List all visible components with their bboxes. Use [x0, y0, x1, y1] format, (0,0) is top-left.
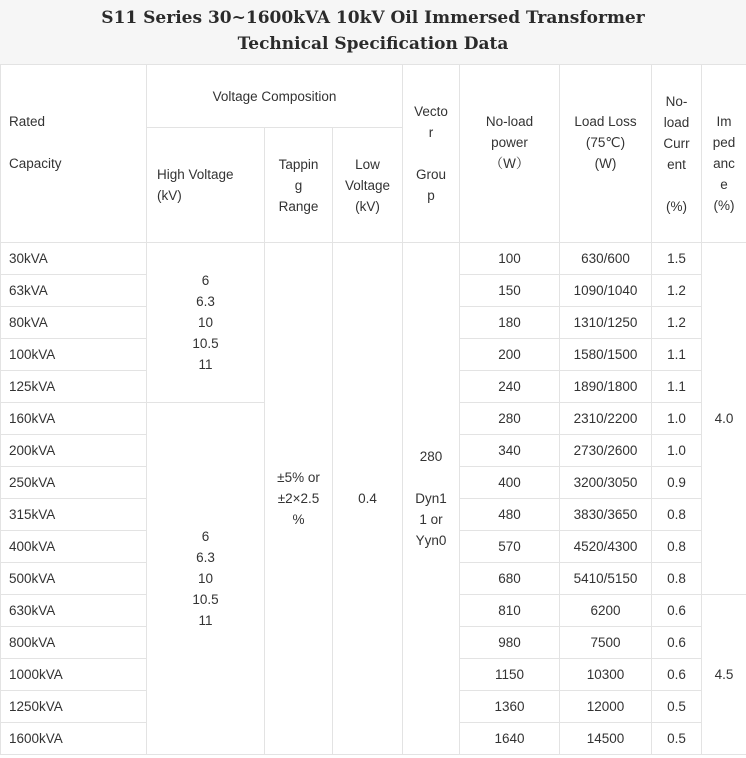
cell-no-load-current: 0.5 — [652, 723, 702, 755]
cell-capacity: 1250kVA — [1, 691, 147, 723]
cell-capacity: 100kVA — [1, 339, 147, 371]
cell-no-load-power: 810 — [460, 595, 560, 627]
cell-load-loss: 2310/2200 — [560, 403, 652, 435]
cell-no-load-power: 480 — [460, 499, 560, 531]
cell-no-load-current: 0.6 — [652, 659, 702, 691]
cell-no-load-current: 1.2 — [652, 275, 702, 307]
cell-load-loss: 1310/1250 — [560, 307, 652, 339]
cell-no-load-current: 0.5 — [652, 691, 702, 723]
cell-no-load-power: 340 — [460, 435, 560, 467]
cell-load-loss: 12000 — [560, 691, 652, 723]
header-load-loss: Load Loss (75℃) (W) — [560, 65, 652, 243]
header-tapping-range: Tappin g Range — [265, 128, 333, 243]
header-impedance: Im ped anc e (%) — [702, 65, 746, 243]
cell-capacity: 30kVA — [1, 243, 147, 275]
cell-load-loss: 4520/4300 — [560, 531, 652, 563]
cell-no-load-power: 680 — [460, 563, 560, 595]
cell-no-load-power: 570 — [460, 531, 560, 563]
header-low-voltage: Low Voltage (kV) — [333, 128, 403, 243]
cell-no-load-power: 100 — [460, 243, 560, 275]
cell-tapping-range: ±5% or ±2×2.5 % — [265, 243, 333, 755]
header-voltage-composition: Voltage Composition — [147, 65, 403, 128]
cell-no-load-current: 1.0 — [652, 403, 702, 435]
cell-load-loss: 7500 — [560, 627, 652, 659]
cell-no-load-current: 1.1 — [652, 371, 702, 403]
cell-no-load-current: 0.8 — [652, 563, 702, 595]
cell-capacity: 630kVA — [1, 595, 147, 627]
cell-load-loss: 2730/2600 — [560, 435, 652, 467]
cell-no-load-current: 0.8 — [652, 499, 702, 531]
cell-capacity: 125kVA — [1, 371, 147, 403]
cell-no-load-power: 280 — [460, 403, 560, 435]
cell-load-loss: 3200/3050 — [560, 467, 652, 499]
cell-no-load-power: 1640 — [460, 723, 560, 755]
cell-load-loss: 630/600 — [560, 243, 652, 275]
cell-no-load-current: 0.8 — [652, 531, 702, 563]
cell-capacity: 80kVA — [1, 307, 147, 339]
cell-capacity: 63kVA — [1, 275, 147, 307]
header-no-load-power: No-load power （W） — [460, 65, 560, 243]
cell-load-loss: 10300 — [560, 659, 652, 691]
title-line-2: Technical Specification Data — [237, 34, 509, 54]
header-capacity-line2: Capacity — [9, 156, 62, 171]
header-rated-line1: Rated — [9, 114, 46, 129]
cell-no-load-power: 400 — [460, 467, 560, 499]
header-high-voltage: High Voltage (kV) — [147, 128, 265, 243]
cell-no-load-power: 1360 — [460, 691, 560, 723]
cell-capacity: 200kVA — [1, 435, 147, 467]
cell-high-voltage-group-2: 6 6.3 10 10.5 11 — [147, 403, 265, 755]
cell-capacity: 1600kVA — [1, 723, 147, 755]
cell-no-load-current: 0.6 — [652, 627, 702, 659]
spec-table — [0, 64, 746, 755]
cell-capacity: 800kVA — [1, 627, 147, 659]
cell-no-load-power: 980 — [460, 627, 560, 659]
cell-capacity: 315kVA — [1, 499, 147, 531]
cell-impedance-group-1: 4.0 — [702, 243, 746, 595]
header-rated-capacity — [1, 65, 147, 243]
cell-capacity: 160kVA — [1, 403, 147, 435]
page-title — [0, 0, 746, 64]
cell-load-loss: 3830/3650 — [560, 499, 652, 531]
cell-no-load-current: 1.0 — [652, 435, 702, 467]
header-vector-group: Vecto r Grou p — [403, 65, 460, 243]
cell-no-load-power: 200 — [460, 339, 560, 371]
cell-no-load-current: 1.1 — [652, 339, 702, 371]
cell-no-load-power: 240 — [460, 371, 560, 403]
table-row — [1, 243, 746, 275]
cell-no-load-current: 0.9 — [652, 467, 702, 499]
cell-vector-group: 280 Dyn1 1 or Yyn0 — [403, 243, 460, 755]
cell-no-load-current: 1.5 — [652, 243, 702, 275]
cell-no-load-current: 1.2 — [652, 307, 702, 339]
cell-no-load-power: 1150 — [460, 659, 560, 691]
cell-capacity: 500kVA — [1, 563, 147, 595]
cell-capacity: 1000kVA — [1, 659, 147, 691]
header-no-load-current: No- load Curr ent (%) — [652, 65, 702, 243]
cell-no-load-power: 150 — [460, 275, 560, 307]
cell-no-load-power: 180 — [460, 307, 560, 339]
header-row-1 — [1, 65, 746, 128]
title-line-1: S11 Series 30~1600kVA 10kV Oil Immersed Transformer — [101, 8, 645, 28]
cell-load-loss: 1580/1500 — [560, 339, 652, 371]
cell-load-loss: 5410/5150 — [560, 563, 652, 595]
cell-load-loss: 1890/1800 — [560, 371, 652, 403]
cell-capacity: 400kVA — [1, 531, 147, 563]
cell-load-loss: 14500 — [560, 723, 652, 755]
cell-capacity: 250kVA — [1, 467, 147, 499]
cell-load-loss: 6200 — [560, 595, 652, 627]
cell-low-voltage: 0.4 — [333, 243, 403, 755]
cell-load-loss: 1090/1040 — [560, 275, 652, 307]
cell-high-voltage-group-1: 6 6.3 10 10.5 11 — [147, 243, 265, 403]
cell-impedance-group-2: 4.5 — [702, 595, 746, 755]
cell-no-load-current: 0.6 — [652, 595, 702, 627]
